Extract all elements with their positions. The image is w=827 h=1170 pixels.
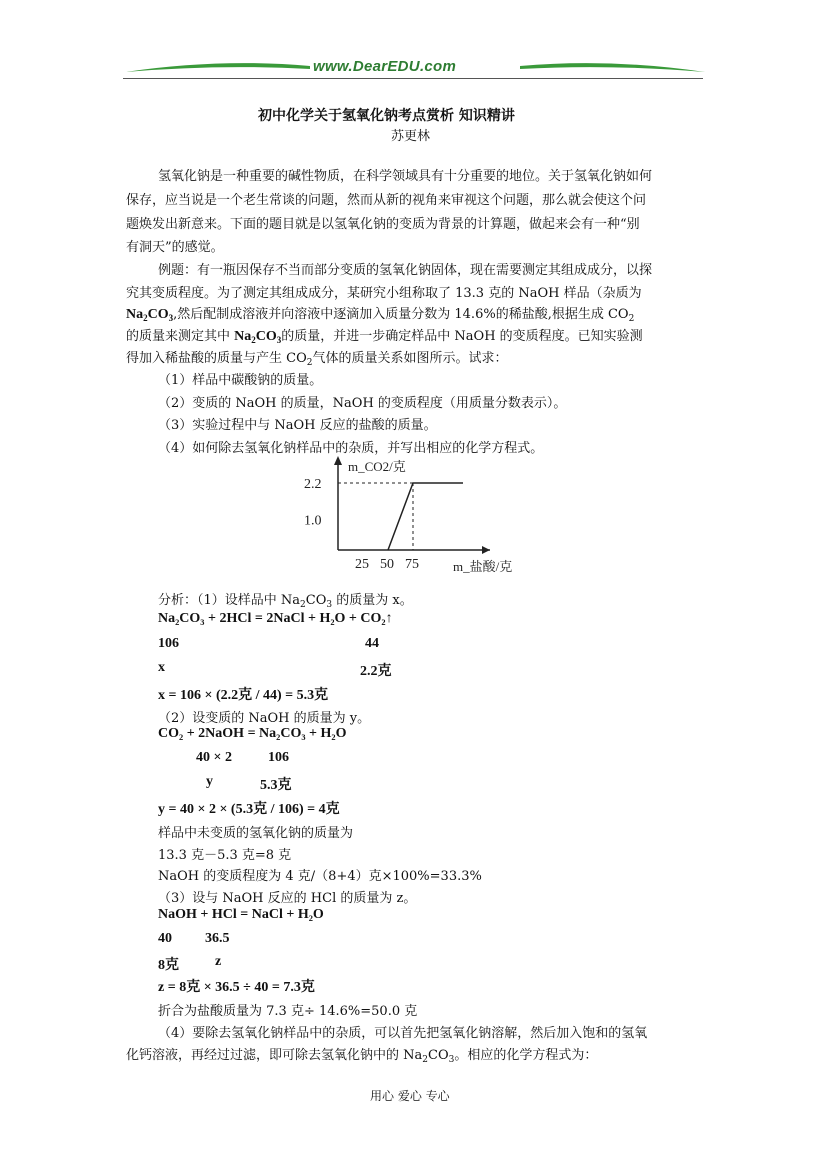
- example-line-4: 的质量来测定其中 $Na_2CO_3$的质量，并进一步确定样品中 NaOH 的变质程度。已知实验测: [126, 329, 643, 345]
- intro-line-3: 题焕发出新意来。下面的题目就是以氢氧化钠的变质为背景的计算题，做起来会有一种“别: [126, 217, 640, 232]
- formula-na2co3: $Na_2CO_3$: [126, 307, 174, 323]
- y-tick-label: 1.0: [304, 513, 322, 529]
- x-axis-arrow-icon: [482, 546, 490, 554]
- eq3-var-right: z: [215, 954, 222, 969]
- analysis-3: （3）设与 NaOH 反应的 HCl 的质量为 z。: [158, 891, 417, 906]
- analysis-2-text-1: 样品中未变质的氢氧化钠的质量为: [158, 826, 354, 841]
- eq1-result: x = 106 × (2.2克 / 44) = 5.3克: [158, 688, 329, 703]
- question-1: （1）样品中碳酸钠的质量。: [158, 373, 323, 388]
- series-line: [388, 483, 463, 550]
- example-line-3: $Na_2CO_3$,然后配制成溶液并向溶液中逐滴加入质量分数为 14.6%的稀盐酸,根据生成 $CO_2$: [126, 307, 635, 324]
- eq2-var-right: 5.3克: [260, 778, 292, 793]
- eq3-var-left: 8克: [158, 958, 179, 973]
- eq1-var-right: 2.2克: [360, 664, 392, 679]
- y-axis-arrow-icon: [334, 456, 342, 465]
- x-tick-label: 50: [380, 557, 394, 572]
- author: 苏更林: [391, 129, 431, 144]
- eq1-mass-right: 44: [365, 636, 379, 651]
- eq3-mass-right: 36.5: [205, 931, 230, 946]
- eq3-mass-left: 40: [158, 931, 172, 946]
- page-title: 初中化学关于氢氧化钠考点赏析 知识精讲: [258, 108, 515, 124]
- equation-1: Na₂CO₃ + 2HCl = 2NaCl + H₂O + CO₂↑: [158, 611, 393, 626]
- x-axis-label: m_盐酸/克: [453, 559, 513, 574]
- eq3-result: z = 8克 × 36.5 ÷ 40 = 7.3克: [158, 980, 315, 995]
- analysis-4-line-1: （4）要除去氢氧化钠样品中的杂质，可以首先把氢氧化钠溶解，然后加入饱和的氢氧: [158, 1026, 648, 1041]
- x-tick-label: 75: [405, 557, 419, 572]
- equation-2: CO₂ + 2NaOH = Na₂CO₃ + H₂O: [158, 726, 347, 741]
- question-3: （3）实验过程中与 NaOH 反应的盐酸的质量。: [158, 418, 437, 433]
- eq2-var-left: y: [206, 774, 213, 789]
- analysis-4-line-2: 化钙溶液，再经过过滤，即可除去氢氧化钠中的 $Na_2CO_3$。相应的化学方程式为：: [126, 1048, 598, 1065]
- header-rule: [123, 78, 703, 79]
- x-tick-label: 25: [355, 557, 369, 572]
- question-4: （4）如何除去氢氧化钠样品中的杂质，并写出相应的化学方程式。: [158, 441, 544, 456]
- eq1-mass-left: 106: [158, 636, 179, 651]
- analysis-2-text-3: NaOH 的变质程度为 4 克/（8+4）克×100%=33.3%: [158, 869, 482, 884]
- intro-line-4: 有洞天”的感觉。: [126, 240, 224, 255]
- eq2-mass-right: 106: [268, 750, 289, 765]
- example-line-1: 例题：有一瓶因保存不当而部分变质的氢氧化钠固体，现在需要测定其组成成分，以探: [158, 263, 653, 278]
- analysis-3-text: 折合为盐酸质量为 7.3 克÷ 14.6%=50.0 克: [158, 1004, 418, 1019]
- analysis-2: （2）设变质的 NaOH 的质量为 y。: [158, 711, 371, 726]
- intro-line-1: 氢氧化钠是一种重要的碱性物质，在科学领域具有十分重要的地位。关于氢氧化钠如何: [158, 169, 653, 184]
- eq2-mass-left: 40 × 2: [196, 750, 232, 765]
- site-logo[interactable]: www.DearEDU.com: [313, 58, 457, 75]
- y-axis-label: m_CO2/克: [348, 459, 406, 474]
- equation-3: NaOH + HCl = NaCl + H₂O: [158, 907, 324, 922]
- example-line-5: 得加入稀盐酸的质量与产生 $CO_2$气体的质量关系如图所示。试求：: [126, 351, 508, 368]
- analysis-1: 分析：（1）设样品中 $Na_2CO_3$ 的质量为 x。: [158, 593, 413, 610]
- page-footer: 用心 爱心 专心: [370, 1089, 450, 1103]
- co2-chart: [290, 450, 530, 580]
- eq2-result: y = 40 × 2 × (5.3克 / 106) = 4克: [158, 802, 340, 817]
- question-2: （2）变质的 NaOH 的质量，NaOH 的变质程度（用质量分数表示）。: [158, 396, 567, 411]
- analysis-2-text-2: 13.3 克－5.3 克=8 克: [158, 848, 292, 863]
- intro-line-2: 保存，应当说是一个老生常谈的问题，然而从新的视角来审视这个问题，那么就会使这个问: [126, 193, 647, 208]
- eq1-var-left: x: [158, 660, 165, 675]
- example-line-2: 究其变质程度。为了测定其组成成分，某研究小组称取了 13.3 克的 NaOH 样品（杂质为: [126, 286, 642, 301]
- y-tick-label: 2.2: [304, 477, 322, 492]
- formula-na2co3-2: $Na_2CO_3$: [234, 329, 282, 345]
